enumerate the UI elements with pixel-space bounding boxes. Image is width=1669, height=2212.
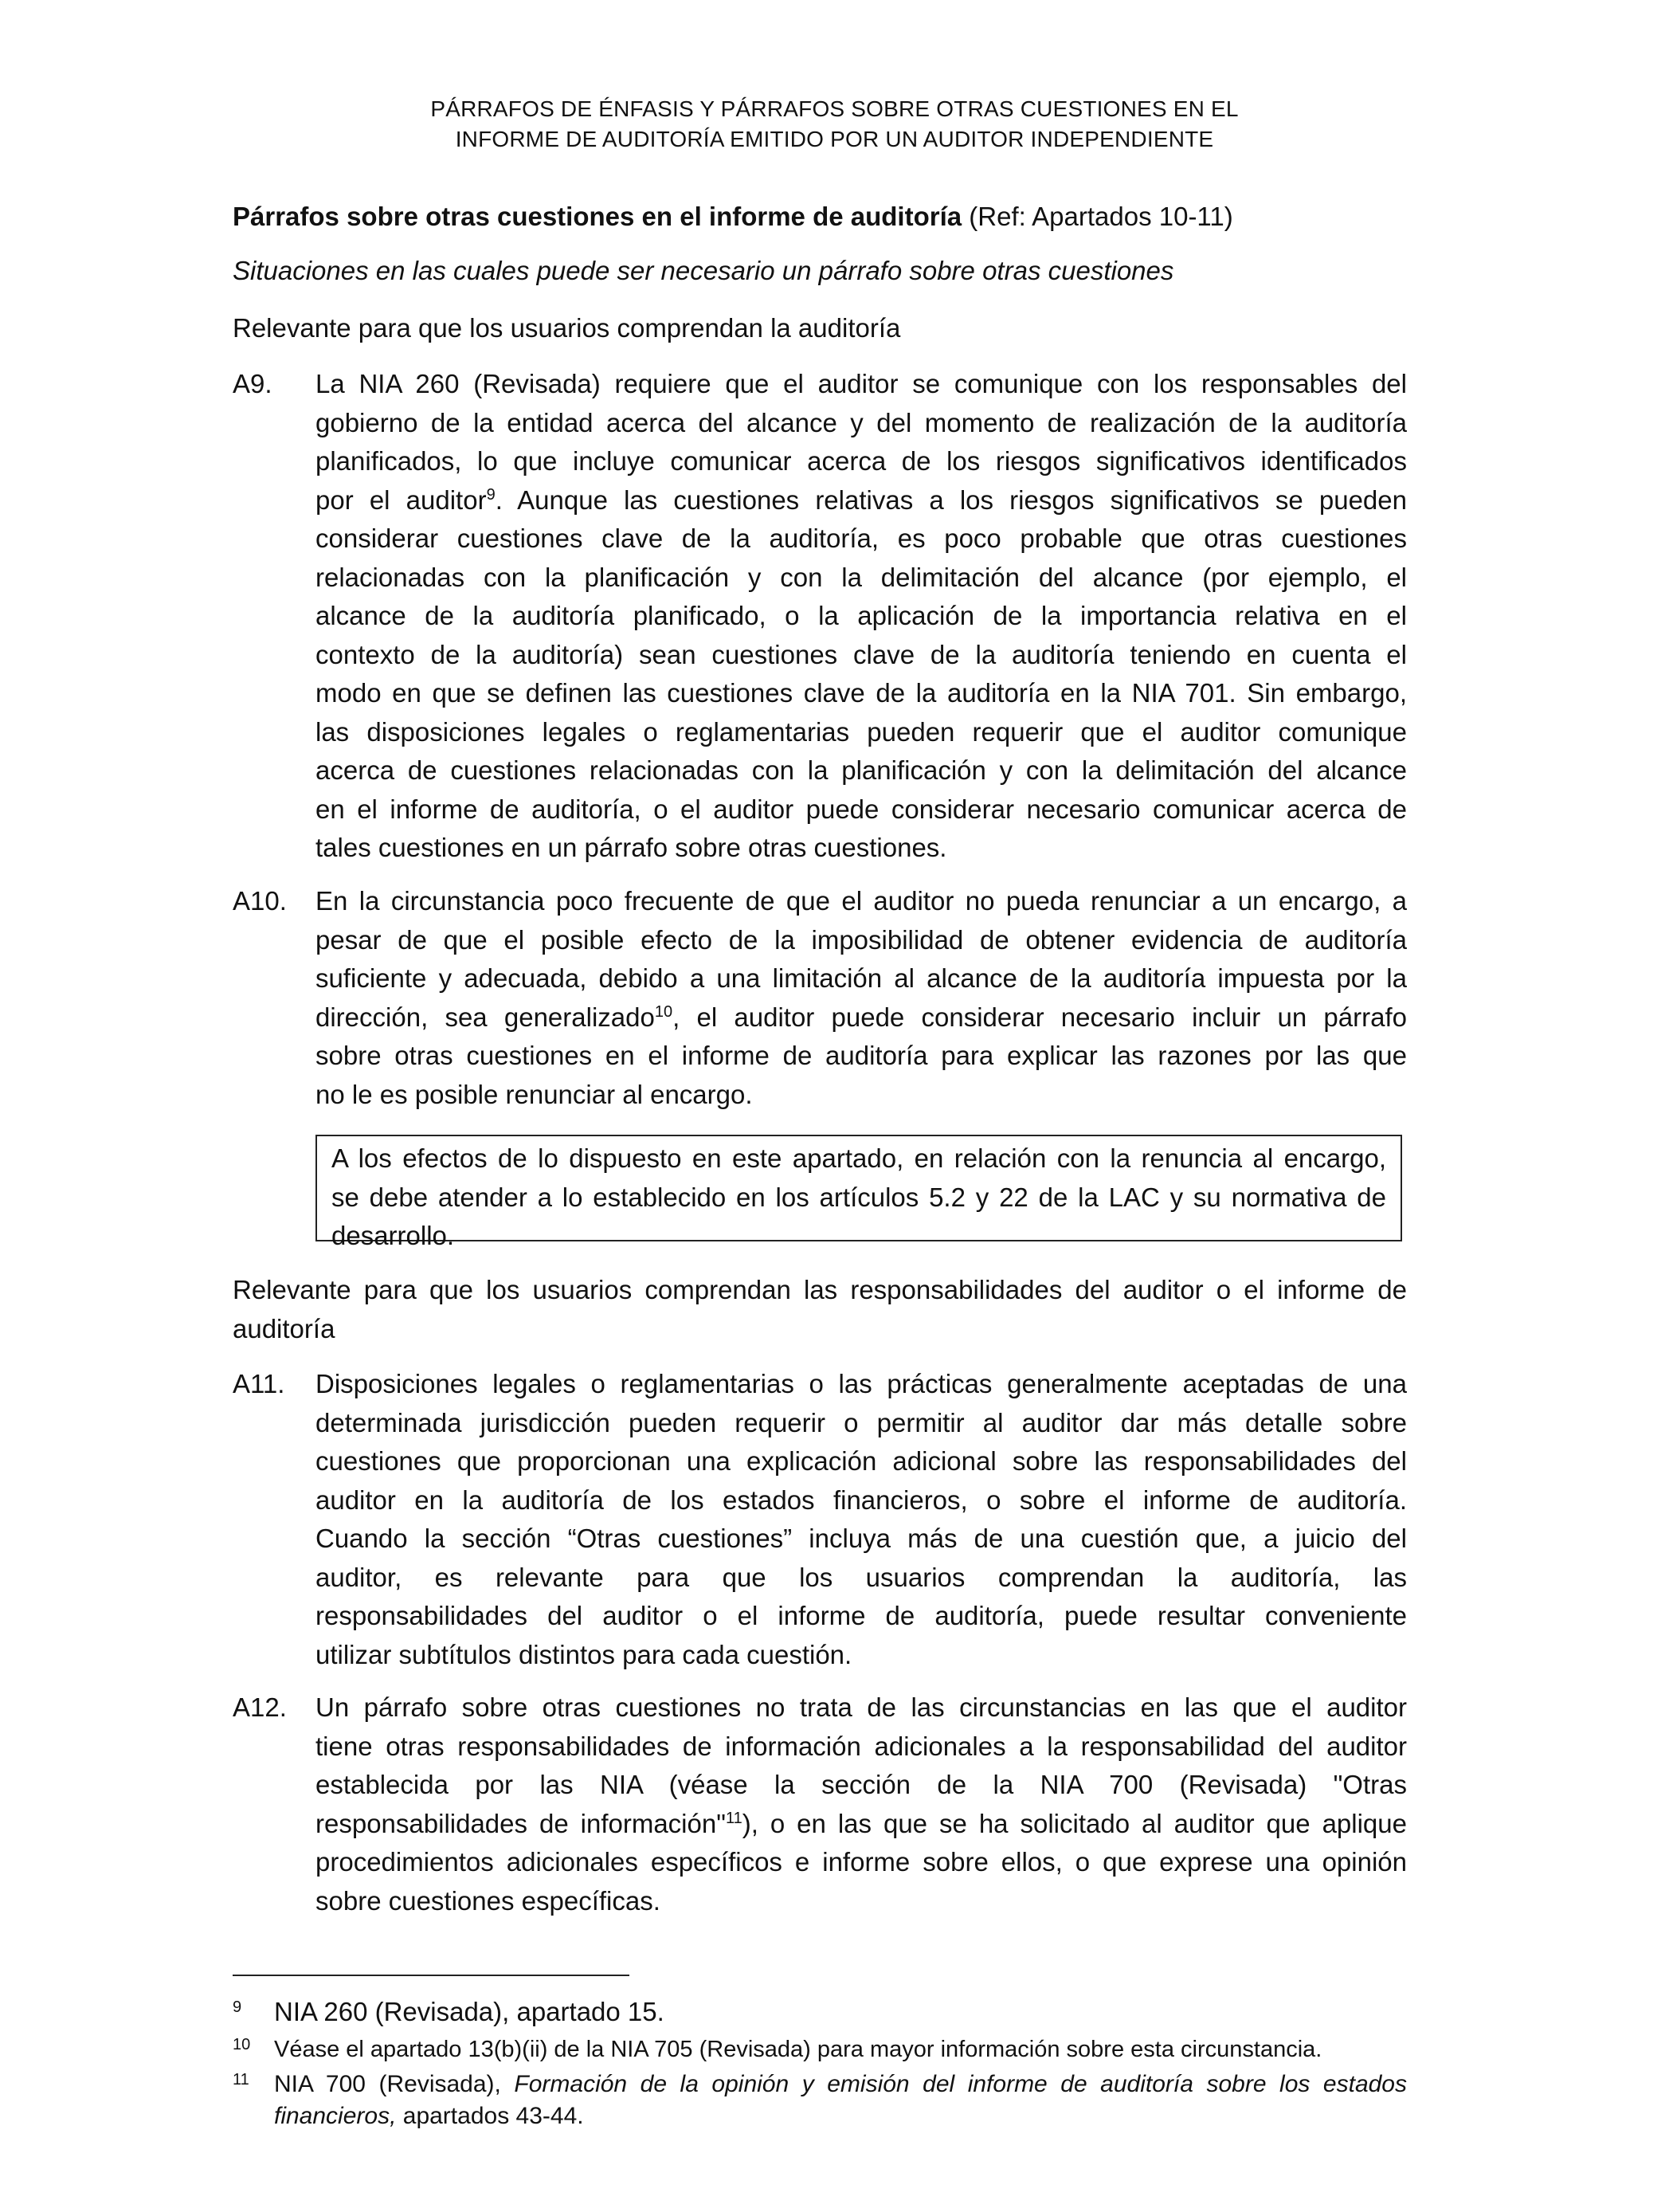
text-segment: . Aunque las cuestiones relativas a los riesgos significativos se pueden [495,484,1407,515]
footnote-ref-10[interactable]: 10 [654,1002,673,1021]
publication-title: financieros, [274,2103,397,2129]
text-line: no le es posible renunciar al encargo. [315,1079,753,1109]
text-line: desarrollo. [331,1221,455,1250]
paragraph-text [315,882,1407,1114]
paragraph-text [315,1688,1407,1920]
section-heading [233,199,1233,234]
text-line: modo en que se definen las cuestiones clave de la auditoría en la NIA 701. Sin embargo, [315,678,1407,708]
footnote-separator [233,1975,629,1976]
text-line: Disposiciones legales o reglamentarias o las prácticas generalmente aceptadas de una [315,1369,1407,1398]
text-line [315,998,1407,1037]
text-line: las disposiciones legales o reglamentarias pueden requerir que el auditor comunique [315,716,1407,747]
text-line: responsabilidades del auditor o el informe de auditoría, puede resultar conveniente [315,1601,1407,1630]
text-line: sobre cuestiones específicas. [315,1885,660,1916]
text-line: gobierno de la entidad acerca del alcance y del momento de realización de la auditoría [315,407,1407,437]
text-line: procedimientos adicionales específicos e informe sobre ellos, o que exprese una opinión [315,1847,1407,1877]
text-line: relacionadas con la planificación y con la delimitación del alcance (por ejemplo, el [315,562,1407,592]
text-line: contexto de la auditoría) sean cuestiones clave de la auditoría teniendo en cuenta el [315,639,1407,669]
text-line [274,2100,1407,2132]
text-line: acerca de cuestiones relacionadas con la planificación y con la delimitación del alcance [315,755,1407,785]
text-line [315,481,1407,520]
text-line [315,1805,1407,1844]
text-line [274,2069,1407,2100]
text-line: en el informe de auditoría, o el auditor puede considerar necesario comunicar acerca de [315,794,1407,824]
footnote-text: NIA 260 (Revisada), apartado 15. [274,1997,664,2026]
paragraph-number: A9. [233,369,272,398]
text-line: considerar cuestiones clave de la auditoría, es poco probable que otras cuestiones [315,524,1407,553]
text-line: utilizar subtítulos distintos para cada cuestión. [315,1639,852,1669]
text-segment: responsabilidades de información" [315,1808,726,1838]
text-line: pesar de que el posible efecto de la imposibilidad de obtener evidencia de auditoría [315,924,1407,955]
text-line: cuestiones que proporcionan una explicación adicional sobre las responsabilidades del [315,1446,1407,1476]
publication-title: Formación de la opinión y emisión del informe de auditoría sobre los estados [514,2071,1407,2097]
paragraph-number: A10. [233,886,287,916]
text-line: La NIA 260 (Revisada) requiere que el auditor se comunique con los responsables del [315,369,1407,398]
text-segment: dirección, sea generalizado [315,1002,655,1032]
text-segment: ), o en las que se ha solicitado al auditor que aplique [742,1808,1407,1838]
text-segment: por el auditor [315,484,487,515]
footnote-text [274,2069,1407,2132]
section-subheading: Situaciones en las cuales puede ser necesario un párrafo sobre otras cuestiones [233,256,1174,285]
subsection-title-responsibilities [233,1271,1407,1348]
text-line: establecida por las NIA (véase la sección de la NIA 700 (Revisada) "Otras [315,1770,1407,1799]
text-line: tiene otras responsabilidades de información adicionales a la responsabilidad del auditor [315,1731,1407,1761]
text-line: sobre otras cuestiones en el informe de auditoría para explicar las razones por las que [315,1041,1407,1070]
text-line: se debe atender a lo establecido en los artículos 5.2 y 22 de la LAC y su normativa de [331,1182,1386,1212]
paragraph-number: A11. [233,1369,285,1398]
paragraph-number: A12. [233,1692,287,1722]
text-line: Relevante para que los usuarios comprendan las responsabilidades del auditor o el informe de [233,1275,1407,1304]
text-line: Cuando la sección “Otras cuestiones” incluya más de una cuestión que, a juicio del [315,1524,1407,1553]
text-segment: NIA 700 (Revisada), [274,2071,515,2097]
footnote-ref-9[interactable]: 9 [486,485,496,504]
text-line: planificados, lo que incluye comunicar acerca de los riesgos significativos identificados [315,446,1407,476]
text-segment: apartados 43-44. [396,2103,584,2129]
text-line: Un párrafo sobre otras cuestiones no trata de las circunstancias en las que el auditor [315,1692,1407,1722]
paragraph-text [315,1365,1407,1674]
text-line: En la circunstancia poco frecuente de que el auditor no pueda renunciar a un encargo, a [315,886,1407,916]
running-header [0,94,1669,155]
text-line: tales cuestiones en un párrafo sobre otras cuestiones. [315,833,947,862]
subsection-title-understanding-audit: Relevante para que los usuarios comprendan la auditoría [233,313,901,343]
boxed-note [315,1135,1402,1250]
footnote-number: 10 [233,2036,251,2053]
text-line: auditor en la auditoría de los estados financieros, o sobre el informe de auditoría. [315,1484,1407,1515]
text-line: auditor, es relevante para que los usuarios comprendan la auditoría, las [315,1562,1407,1592]
text-line: determinada jurisdicción pueden requerir o permitir al auditor dar más detalle sobre [315,1407,1407,1437]
text-line: suficiente y adecuada, debido a una limitación al alcance de la auditoría impuesta por la [315,963,1407,993]
footnote-number: 9 [233,1998,242,2016]
header-line-1: PÁRRAFOS DE ÉNFASIS Y PÁRRAFOS SOBRE OTRAS CUESTIONES EN EL [430,96,1239,121]
text-line: auditoría [233,1313,335,1343]
footnote-number: 11 [233,2071,249,2088]
text-segment: , el auditor puede considerar necesario incluir un párrafo [672,1002,1407,1032]
section-heading-title: Párrafos sobre otras cuestiones en el informe de auditoría [233,202,962,231]
text-line: alcance de la auditoría planificado, o la aplicación de la importancia relativa en el [315,601,1407,630]
footnote-ref-11[interactable]: 11 [725,1809,742,1827]
text-line: A los efectos de lo dispuesto en este apartado, en relación con la renuncia al encargo, [331,1143,1386,1173]
paragraph-text [315,365,1407,868]
footnote-text: Véase el apartado 13(b)(ii) de la NIA 705 (Revisada) para mayor información sobre esta circunstancia. [274,2037,1322,2062]
section-heading-ref: (Ref: Apartados 10-11) [962,202,1233,231]
header-line-2: INFORME DE AUDITORÍA EMITIDO POR UN AUDITOR INDEPENDIENTE [455,127,1214,151]
